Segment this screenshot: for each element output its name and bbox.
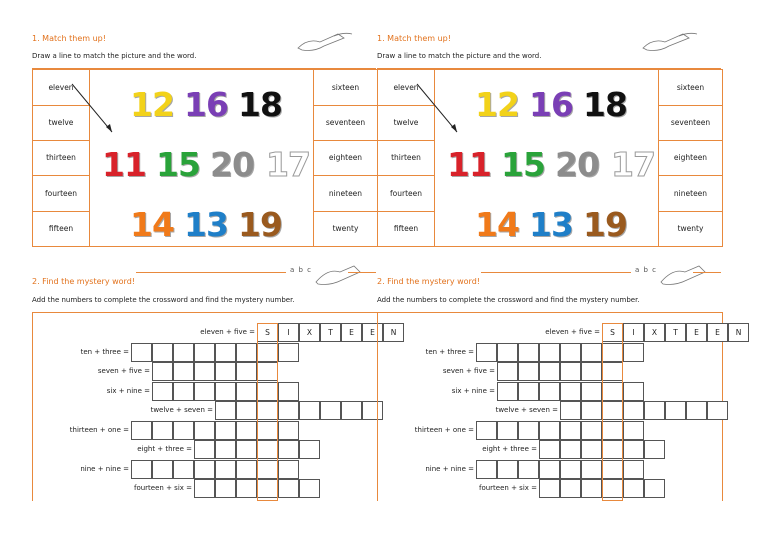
clue-row-9: fourteen + six = [134, 484, 192, 492]
crossword-cell[interactable] [623, 382, 644, 401]
crossword-cell[interactable] [539, 382, 560, 401]
writing-hand-icon [314, 262, 364, 288]
section2-title: 2. Find the mystery word! [32, 277, 135, 286]
crossword-cell[interactable] [560, 479, 581, 498]
worksheet-1 [32, 0, 397, 500]
clue-row-4: six + nine = [451, 386, 495, 395]
crossword-cell[interactable] [278, 421, 299, 440]
abc-deco-text: a b c [635, 266, 658, 274]
crossword-cell[interactable] [518, 382, 539, 401]
word-twenty: twenty [332, 223, 359, 233]
crossword-cell[interactable] [236, 362, 257, 381]
crossword-cell[interactable] [278, 382, 299, 401]
word-nineteen: nineteen [314, 176, 377, 212]
crossword-cell[interactable] [236, 421, 257, 440]
crossword-cell[interactable] [518, 362, 539, 381]
crossword-cell[interactable] [215, 479, 236, 498]
section2-rule-right [693, 272, 721, 273]
crossword-cell[interactable] [707, 401, 728, 420]
crossword-cell[interactable] [581, 479, 602, 498]
crossword-cell[interactable] [215, 421, 236, 440]
section2-instruction: Add the numbers to complete the crossword and find the mystery number. [32, 296, 295, 304]
crossword-cell[interactable] [299, 440, 320, 459]
number-14-picture: 14 [475, 205, 519, 244]
crossword-cell[interactable] [278, 440, 299, 459]
crossword-cell[interactable] [476, 421, 497, 440]
crossword-cell[interactable]: S [257, 323, 278, 342]
crossword-cell[interactable] [623, 440, 644, 459]
crossword-cell[interactable] [539, 421, 560, 440]
crossword-cell[interactable] [539, 460, 560, 479]
crossword-cell[interactable] [131, 460, 152, 479]
crossword-cell[interactable] [215, 362, 236, 381]
crossword-cell[interactable] [173, 460, 194, 479]
crossword-cell[interactable] [581, 460, 602, 479]
word-thirteen: thirteen [33, 140, 89, 176]
crossword-cell[interactable] [278, 401, 299, 420]
crossword-cell[interactable]: E [362, 323, 383, 342]
crossword-cell[interactable] [236, 460, 257, 479]
crossword-cell[interactable] [497, 460, 518, 479]
word-fourteen: fourteen [33, 176, 89, 212]
writing-hand-icon [659, 262, 709, 288]
section2-rule-left [481, 272, 631, 273]
section1-instruction: Draw a line to match the picture and the word. [377, 52, 542, 60]
word-nineteen: nineteen [659, 176, 722, 212]
crossword-cell[interactable] [194, 362, 215, 381]
crossword-cell[interactable] [173, 343, 194, 362]
crossword-cell[interactable] [236, 382, 257, 401]
crossword-cell[interactable] [560, 362, 581, 381]
abc-deco-text: a b c [290, 266, 313, 274]
word-eighteen: eighteen [659, 140, 722, 176]
crossword-cell[interactable] [539, 479, 560, 498]
number-18-picture: 18 [583, 85, 627, 124]
number-picture-area [90, 70, 312, 246]
clue-row-2: ten + three = [425, 347, 474, 356]
number-picture-area [435, 70, 657, 246]
crossword-cell[interactable] [497, 421, 518, 440]
crossword-cell[interactable] [497, 382, 518, 401]
word-seventeen: seventeen [659, 105, 722, 141]
crossword-cell[interactable] [215, 401, 236, 420]
crossword-cell[interactable]: E [686, 323, 707, 342]
crossword-cell[interactable] [215, 343, 236, 362]
crossword-cell[interactable] [497, 362, 518, 381]
crossword-cell[interactable] [560, 440, 581, 459]
word-eleven: eleven [33, 70, 89, 106]
crossword-cell[interactable] [623, 479, 644, 498]
clue-row-1: eleven + five = [545, 328, 600, 336]
crossword-cell[interactable] [152, 343, 173, 362]
clue-row-7: eight + three = [137, 445, 192, 453]
clue-row-4: six + nine = [106, 386, 150, 395]
clue-row-7: eight + three = [482, 445, 537, 453]
crossword-cell[interactable] [665, 401, 686, 420]
clue-row-3: seven + five = [97, 367, 150, 375]
word-sixteen: sixteen [314, 70, 377, 106]
crossword-cell[interactable] [215, 440, 236, 459]
clue-row-9: fourteen + six = [479, 484, 537, 492]
crossword-cell[interactable] [581, 382, 602, 401]
number-18-picture: 18 [238, 85, 282, 124]
word-fourteen: fourteen [378, 176, 434, 212]
crossword-cell[interactable]: E [341, 323, 362, 342]
crossword-cell[interactable] [236, 479, 257, 498]
crossword-cell[interactable] [623, 460, 644, 479]
clue-row-8: nine + nine = [80, 464, 129, 473]
pencil-hand-icon [639, 30, 699, 54]
word-twelve: twelve [33, 105, 89, 141]
crossword-cell[interactable]: I [278, 323, 299, 342]
crossword-cell[interactable] [215, 382, 236, 401]
crossword-cell[interactable] [278, 479, 299, 498]
clue-row-3: seven + five = [442, 367, 495, 375]
crossword-box [377, 312, 742, 501]
mystery-column [602, 323, 623, 501]
word-seventeen: seventeen [314, 105, 377, 141]
number-11-picture: 11 [102, 145, 146, 184]
example-arrow-icon [68, 80, 118, 138]
crossword-cell[interactable] [215, 460, 236, 479]
clue-row-6: thirteen + one = [69, 425, 129, 434]
crossword-cell[interactable] [539, 440, 560, 459]
crossword-cell[interactable] [539, 343, 560, 362]
crossword-cell[interactable] [194, 343, 215, 362]
number-12-picture: 12 [130, 85, 174, 124]
crossword-cell[interactable] [299, 479, 320, 498]
number-15-picture: 15 [501, 145, 545, 184]
number-20-picture: 20 [555, 145, 599, 184]
number-12-picture: 12 [475, 85, 519, 124]
clue-row-8: nine + nine = [425, 464, 474, 473]
crossword-cell[interactable] [131, 343, 152, 362]
crossword-cell[interactable] [152, 421, 173, 440]
crossword-cell[interactable] [320, 401, 341, 420]
section2-rule-right [348, 272, 376, 273]
crossword-cell[interactable]: X [644, 323, 665, 342]
number-16-picture: 16 [529, 85, 573, 124]
crossword-cell[interactable] [173, 382, 194, 401]
crossword-cell[interactable]: T [320, 323, 341, 342]
crossword-cell[interactable] [173, 421, 194, 440]
right-word-column [313, 70, 377, 246]
section1-title: 1. Match them up! [377, 34, 451, 43]
crossword-cell[interactable] [623, 401, 644, 420]
right-word-column [658, 70, 722, 246]
word-eleven: eleven [378, 70, 434, 106]
crossword-cell[interactable] [476, 460, 497, 479]
crossword-cell[interactable] [581, 440, 602, 459]
crossword-cell[interactable] [152, 362, 173, 381]
crossword-cell[interactable] [341, 401, 362, 420]
crossword-cell[interactable] [152, 460, 173, 479]
section1-title: 1. Match them up! [32, 34, 106, 43]
crossword-cell[interactable] [581, 401, 602, 420]
number-11-picture: 11 [447, 145, 491, 184]
word-thirteen: thirteen [378, 140, 434, 176]
crossword-cell[interactable] [236, 440, 257, 459]
number-15-picture: 15 [156, 145, 200, 184]
word-fifteen: fifteen [48, 223, 74, 233]
clue-row-6: thirteen + one = [414, 425, 474, 434]
crossword-cell[interactable] [194, 421, 215, 440]
crossword-cell[interactable] [194, 440, 215, 459]
crossword-cell[interactable] [194, 382, 215, 401]
section1-instruction: Draw a line to match the picture and the word. [32, 52, 197, 60]
number-13-picture: 13 [184, 205, 228, 244]
crossword-cell[interactable] [623, 343, 644, 362]
example-arrow-icon [413, 80, 463, 138]
number-20-picture: 20 [210, 145, 254, 184]
clue-row-5: twelve + seven = [495, 406, 558, 414]
crossword-cell[interactable] [476, 343, 497, 362]
crossword-cell[interactable] [644, 401, 665, 420]
crossword-cell[interactable]: N [728, 323, 749, 342]
word-twenty: twenty [677, 223, 704, 233]
crossword-cell[interactable] [278, 343, 299, 362]
crossword-cell[interactable]: T [665, 323, 686, 342]
crossword-cell[interactable] [194, 460, 215, 479]
crossword-cell[interactable] [518, 421, 539, 440]
word-sixteen: sixteen [659, 70, 722, 106]
crossword-cell[interactable] [236, 401, 257, 420]
clue-row-2: ten + three = [80, 347, 129, 356]
number-16-picture: 16 [184, 85, 228, 124]
crossword-cell[interactable] [644, 479, 665, 498]
crossword-cell[interactable] [194, 479, 215, 498]
crossword-cell[interactable] [581, 421, 602, 440]
number-19-picture: 19 [583, 205, 627, 244]
crossword-cell[interactable] [131, 421, 152, 440]
pencil-hand-icon [294, 30, 354, 54]
number-14-picture: 14 [130, 205, 174, 244]
worksheet-2 [377, 0, 742, 500]
number-17-picture: 17 [266, 145, 310, 184]
crossword-cell[interactable] [560, 382, 581, 401]
crossword-cell[interactable]: N [383, 323, 404, 342]
crossword-cell[interactable] [560, 401, 581, 420]
crossword-cell[interactable]: S [602, 323, 623, 342]
crossword-cell[interactable] [173, 362, 194, 381]
number-13-picture: 13 [529, 205, 573, 244]
number-17-picture: 17 [611, 145, 655, 184]
crossword-cell[interactable] [560, 421, 581, 440]
crossword-cell[interactable] [539, 362, 560, 381]
crossword-cell[interactable] [518, 460, 539, 479]
crossword-cell[interactable] [236, 343, 257, 362]
crossword-box [32, 312, 397, 501]
crossword-cell[interactable] [497, 343, 518, 362]
crossword-cell[interactable]: E [707, 323, 728, 342]
crossword-cell[interactable]: X [299, 323, 320, 342]
crossword-cell[interactable] [518, 343, 539, 362]
section2-title: 2. Find the mystery word! [377, 277, 480, 286]
section2-instruction: Add the numbers to complete the crossword and find the mystery number. [377, 296, 640, 304]
crossword-cell[interactable] [560, 343, 581, 362]
clue-row-1: eleven + five = [200, 328, 255, 336]
word-fifteen: fifteen [393, 223, 419, 233]
crossword-cell[interactable] [644, 440, 665, 459]
crossword-cell[interactable] [299, 401, 320, 420]
crossword-cell[interactable] [623, 421, 644, 440]
crossword-cell[interactable] [686, 401, 707, 420]
crossword-cell[interactable] [278, 460, 299, 479]
section2-rule-left [136, 272, 286, 273]
word-eighteen: eighteen [314, 140, 377, 176]
word-twelve: twelve [378, 105, 434, 141]
crossword-cell[interactable] [581, 362, 602, 381]
crossword-cell[interactable] [560, 460, 581, 479]
crossword-cell[interactable] [152, 382, 173, 401]
clue-row-5: twelve + seven = [150, 406, 213, 414]
crossword-cell[interactable] [581, 343, 602, 362]
number-19-picture: 19 [238, 205, 282, 244]
crossword-cell[interactable]: I [623, 323, 644, 342]
mystery-column [257, 323, 278, 501]
